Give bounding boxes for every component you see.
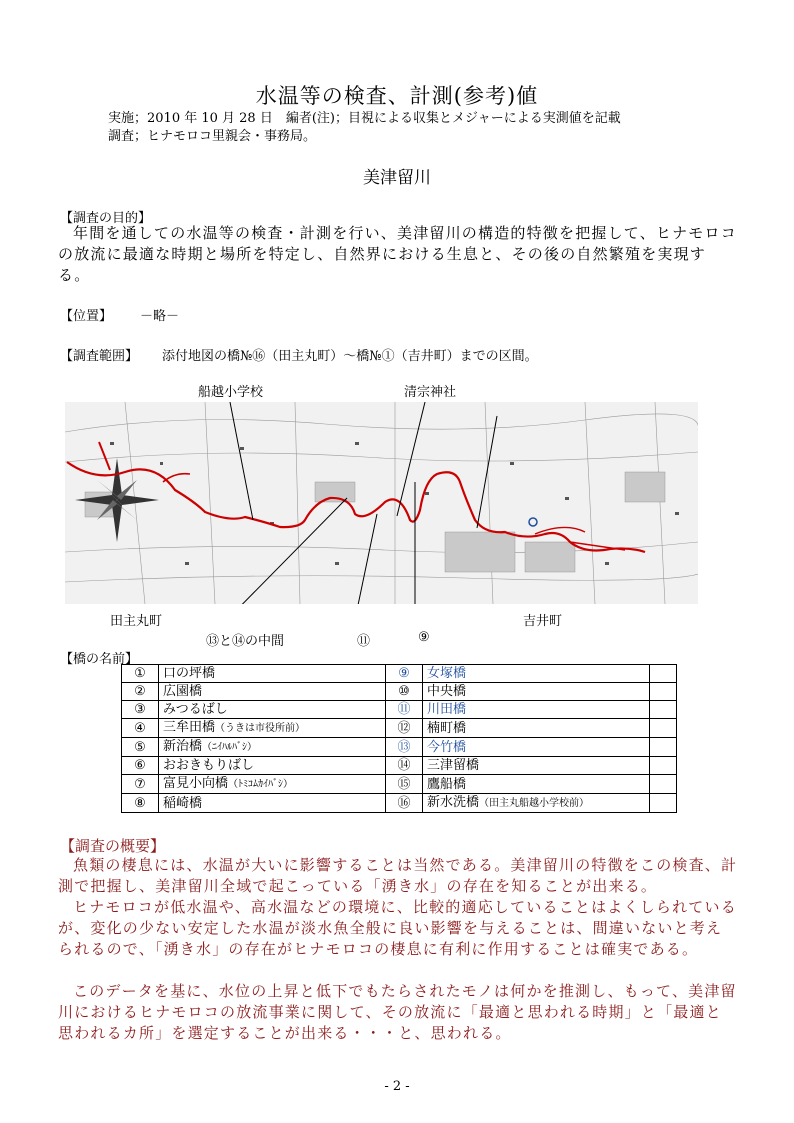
meta-line-1: 実施；2010 年 10 月 28 日 編者(注)；目視による収集とメジャーによる実測値を記載 bbox=[108, 111, 621, 126]
bridge-number: ⑧ bbox=[122, 794, 159, 813]
empty-cell bbox=[650, 775, 677, 794]
table-row bbox=[122, 794, 677, 813]
map-label-mid-13-14: ⑬と⑭の中間 bbox=[206, 634, 285, 649]
page-number: - 2 - bbox=[384, 1079, 410, 1094]
overview-paragraph-3: このデータを基に、水位の上昇と低下でもたらされたモノは何かを推測し、もって、美津留川におけるヒナモロコの放流事業に関して、その放流に「最適と思われる時期」と「最適と思われるカ所」を選定することが出来る・・・と、思われる。 bbox=[58, 982, 737, 1042]
bridge-number: ⑯ bbox=[386, 794, 423, 813]
map-label-bridge-9: ⑨ bbox=[418, 630, 430, 645]
bridge-number: ② bbox=[122, 683, 159, 701]
empty-cell bbox=[650, 757, 677, 775]
empty-cell bbox=[650, 701, 677, 719]
empty-cell bbox=[650, 665, 677, 683]
bridge-note: （ﾆｲﾊﾙﾊﾞｼ） bbox=[202, 742, 258, 753]
table-row bbox=[122, 738, 677, 757]
overview-paragraph-1: 魚類の棲息には、水温が大いに影響することは当然である。美津留川の特徴をこの検査、計測で把握し、美津留川全域で起こっている「湧き水」の存在を知ることが出来る。 bbox=[58, 856, 738, 895]
bridge-name: おおきもりばし bbox=[163, 758, 255, 773]
bridge-name-cell bbox=[159, 738, 386, 757]
bridge-name-cell bbox=[423, 775, 650, 794]
bridge-number: ⑫ bbox=[386, 719, 423, 738]
bridge-name-cell bbox=[423, 738, 650, 757]
bridge-name: 中央橋 bbox=[427, 684, 467, 699]
bridge-name: 今竹橋 bbox=[427, 739, 467, 755]
bridge-number: ⑨ bbox=[386, 665, 423, 683]
meta-line-2: 調査；ヒナモロコ里親会・事務局。 bbox=[108, 129, 317, 144]
bridge-note: （田主丸船越小学校前） bbox=[479, 798, 590, 809]
bridge-name: 楠町橋 bbox=[427, 720, 467, 736]
bridge-name-cell bbox=[159, 701, 386, 719]
table-row bbox=[122, 757, 677, 775]
bridge-name: 川田橋 bbox=[427, 702, 467, 717]
table-row bbox=[122, 719, 677, 738]
table-row bbox=[122, 701, 677, 719]
survey-map bbox=[65, 402, 698, 604]
bridge-note: （ﾄﾐｺﾑｶｲﾊﾞｼ） bbox=[228, 779, 294, 790]
bridge-number: ⑦ bbox=[122, 775, 159, 794]
purpose-text: 年間を通しての水温等の検査・計測を行い、美津留川の構造的特徴を把握して、ヒナモロコの放流に最適な時期と場所を特定し、自然界における生息と、その後の自然繁殖を実現する。 bbox=[58, 224, 737, 284]
map-label-school: 船越小学校 bbox=[198, 385, 264, 400]
bridge-number: ⑩ bbox=[386, 683, 423, 701]
bridge-table bbox=[121, 664, 677, 813]
position-value: －略－ bbox=[140, 309, 180, 324]
table-row bbox=[122, 683, 677, 701]
bridge-name: 広園橋 bbox=[163, 684, 203, 699]
bridge-note: （うきは市役所前） bbox=[215, 723, 306, 734]
bridge-name: 三牟田橋 bbox=[163, 720, 216, 735]
empty-cell bbox=[650, 794, 677, 813]
bridge-name: 女塚橋 bbox=[427, 666, 467, 681]
purpose-label: 【調査の目的】 bbox=[60, 211, 152, 226]
map-label-bridge-11: ⑪ bbox=[357, 634, 371, 649]
bridges-label: 【橋の名前】 bbox=[60, 652, 139, 667]
map-label-shrine: 清宗神社 bbox=[404, 385, 457, 400]
bridge-number: ⑮ bbox=[386, 775, 423, 794]
bridge-name: 富見小向橋 bbox=[163, 776, 229, 791]
range-value: 添付地図の橋№⑯（田主丸町）～橋№①（吉井町）までの区間。 bbox=[162, 349, 538, 364]
bridge-name-cell bbox=[159, 757, 386, 775]
bridge-name-cell bbox=[423, 794, 650, 813]
empty-cell bbox=[650, 738, 677, 757]
bridge-name-cell bbox=[423, 757, 650, 775]
bridge-name: 三津留橋 bbox=[427, 758, 480, 773]
bridge-number: ⑤ bbox=[122, 738, 159, 757]
map-label-east-town: 吉井町 bbox=[523, 614, 563, 629]
bridge-name: みつるばし bbox=[163, 702, 228, 717]
empty-cell bbox=[650, 719, 677, 738]
bridge-name-cell bbox=[159, 719, 386, 738]
bridge-number: ③ bbox=[122, 701, 159, 719]
section-subtitle: 美津留川 bbox=[363, 168, 431, 188]
bridge-number: ⑭ bbox=[386, 757, 423, 775]
bridge-number: ⑪ bbox=[386, 701, 423, 719]
bridge-name-cell bbox=[159, 665, 386, 683]
bridge-name: 鷹船橋 bbox=[427, 776, 467, 792]
range-label: 【調査範囲】 bbox=[60, 349, 139, 364]
bridge-name: 新治橋 bbox=[163, 739, 203, 754]
bridge-name-cell bbox=[423, 683, 650, 701]
bridge-name-cell bbox=[423, 701, 650, 719]
bridge-name: 稲崎橋 bbox=[163, 795, 203, 811]
table-row bbox=[122, 665, 677, 683]
position-label: 【位置】 bbox=[60, 309, 113, 324]
bridge-name: 口の坪橋 bbox=[163, 666, 216, 681]
bridge-name-cell bbox=[423, 665, 650, 683]
overview-paragraph-2: ヒナモロコが低水温や、高水温などの環境に、比較的適応していることはよくしられているが、変化の少ない安定した水温が淡水魚全般に良い影響を与えることは、間違いないと考えられるので、「湧き水」の存在がヒナモロコの棲息に有利に作用することは確実である。 bbox=[58, 898, 737, 958]
bridge-number: ⑥ bbox=[122, 757, 159, 775]
bridge-number: ⑬ bbox=[386, 738, 423, 757]
bridge-name-cell bbox=[423, 719, 650, 738]
overview-label: 【調査の概要】 bbox=[60, 837, 166, 855]
map-label-west-town: 田主丸町 bbox=[110, 614, 163, 629]
bridge-number: ① bbox=[122, 665, 159, 683]
bridge-name-cell bbox=[159, 794, 386, 813]
empty-cell bbox=[650, 683, 677, 701]
table-row bbox=[122, 775, 677, 794]
bridge-name: 新水洗橋 bbox=[427, 795, 480, 810]
bridge-name-cell bbox=[159, 683, 386, 701]
page-title: 水温等の検査、計測(参考)値 bbox=[255, 84, 539, 108]
bridge-number: ④ bbox=[122, 719, 159, 738]
bridge-name-cell bbox=[159, 775, 386, 794]
